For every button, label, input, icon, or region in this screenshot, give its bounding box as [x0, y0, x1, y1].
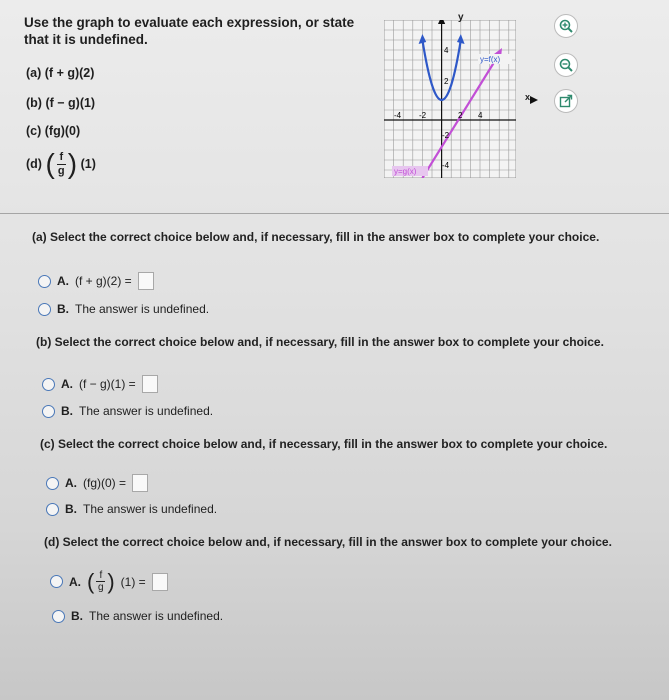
- section-a-option-b[interactable]: [38, 302, 209, 316]
- section-b-option-b[interactable]: [42, 404, 213, 418]
- question-instruction: Use the graph to evaluate each expression, or state that it is undefined.: [24, 15, 355, 47]
- part-b-label: (b): [26, 96, 42, 110]
- part-c-label: (c): [26, 124, 42, 138]
- answer-box-c[interactable]: [132, 474, 148, 492]
- graph-background: [384, 20, 516, 178]
- option-letter: A.: [65, 476, 77, 490]
- f-label: y=f(x): [480, 55, 501, 64]
- part-b: [26, 96, 95, 110]
- zoom-out-icon: [559, 58, 573, 72]
- radio-a-b[interactable]: [38, 303, 51, 316]
- option-expr: (f − g)(1) =: [79, 377, 136, 391]
- option-letter: A.: [69, 574, 81, 589]
- section-d-title: (d) Select the correct choice below and, if necessary, fill in the answer box to complete your choice.: [44, 535, 612, 549]
- close-paren: ): [67, 148, 78, 179]
- y-tick-neg2: -2: [442, 131, 450, 140]
- section-c-option-b[interactable]: [46, 502, 217, 516]
- part-a-label: (a): [26, 66, 42, 80]
- option-text: The answer is undefined.: [83, 502, 218, 516]
- section-a-option-a[interactable]: [38, 272, 154, 290]
- close-paren: ): [107, 568, 115, 594]
- zoom-out-button[interactable]: [554, 53, 578, 77]
- section-d-option-b[interactable]: [52, 609, 223, 623]
- part-c: [26, 124, 80, 138]
- option-letter: B.: [61, 404, 73, 418]
- radio-a-a[interactable]: [38, 275, 51, 288]
- fraction-denominator: g: [98, 582, 104, 593]
- fraction-numerator: f: [99, 570, 103, 581]
- open-window-icon: [559, 94, 573, 108]
- open-window-button[interactable]: [554, 89, 578, 113]
- zoom-in-icon: [559, 19, 573, 33]
- x-tick-4: 4: [478, 111, 483, 120]
- y-tick-4: 4: [444, 46, 449, 55]
- radio-c-a[interactable]: [46, 477, 59, 490]
- open-paren: (: [87, 568, 95, 594]
- option-letter: B.: [57, 302, 69, 316]
- open-paren: (: [45, 148, 55, 179]
- g-label: y=g(x): [394, 167, 417, 176]
- radio-b-b[interactable]: [42, 405, 55, 418]
- part-b-expr: (f − g)(1): [45, 96, 96, 110]
- section-b-option-a[interactable]: [42, 375, 158, 393]
- zoom-in-button[interactable]: [554, 14, 578, 38]
- part-d-fraction: [45, 150, 77, 178]
- radio-b-a[interactable]: [42, 378, 55, 391]
- option-expr: (1) =: [120, 574, 146, 589]
- x-tick-2: 2: [458, 111, 463, 120]
- radio-d-a[interactable]: [50, 575, 63, 588]
- function-graph: [384, 20, 516, 178]
- part-a-expr: (f + g)(2): [44, 66, 95, 80]
- answer-box-b[interactable]: [142, 375, 158, 393]
- radio-d-b[interactable]: [52, 610, 65, 623]
- answer-box-a[interactable]: [138, 272, 154, 290]
- y-tick-2: 2: [444, 77, 449, 86]
- x-tick-neg2: -2: [419, 111, 427, 120]
- option-letter: A.: [61, 377, 73, 391]
- section-d-option-a[interactable]: [50, 570, 168, 593]
- section-a-title: (a) Select the correct choice below and, if necessary, fill in the answer box to complete your choice.: [32, 230, 600, 244]
- fraction-numerator: f: [59, 150, 64, 163]
- option-letter: B.: [71, 609, 83, 623]
- part-d-arg: (1): [80, 157, 96, 171]
- option-expr: (f + g)(2) =: [75, 274, 132, 288]
- part-a: [26, 66, 94, 80]
- option-text: The answer is undefined.: [89, 609, 224, 623]
- section-b-title: (b) Select the correct choice below and, if necessary, fill in the answer box to complete your choice.: [36, 335, 604, 349]
- option-letter: B.: [65, 502, 77, 516]
- option-text: The answer is undefined.: [75, 302, 210, 316]
- option-letter: A.: [57, 274, 69, 288]
- part-c-expr: (fg)(0): [44, 124, 81, 138]
- section-c-title: (c) Select the correct choice below and, if necessary, fill in the answer box to complete your choice.: [40, 437, 608, 451]
- section-divider: [0, 213, 669, 214]
- answer-box-d[interactable]: [152, 573, 168, 591]
- option-text: The answer is undefined.: [79, 404, 214, 418]
- y-axis-label: y: [458, 12, 464, 23]
- section-c-option-a[interactable]: [46, 474, 148, 492]
- x-axis-arrow: [518, 93, 538, 107]
- option-fraction: [87, 570, 115, 593]
- part-d: [26, 150, 96, 178]
- part-d-label: (d): [26, 157, 42, 171]
- x-axis-label: x: [525, 92, 531, 102]
- option-expr: (fg)(0) =: [83, 476, 127, 490]
- fraction-denominator: g: [57, 164, 65, 177]
- x-tick-neg4: -4: [394, 111, 402, 120]
- radio-c-b[interactable]: [46, 503, 59, 516]
- y-tick-neg4: -4: [442, 161, 450, 170]
